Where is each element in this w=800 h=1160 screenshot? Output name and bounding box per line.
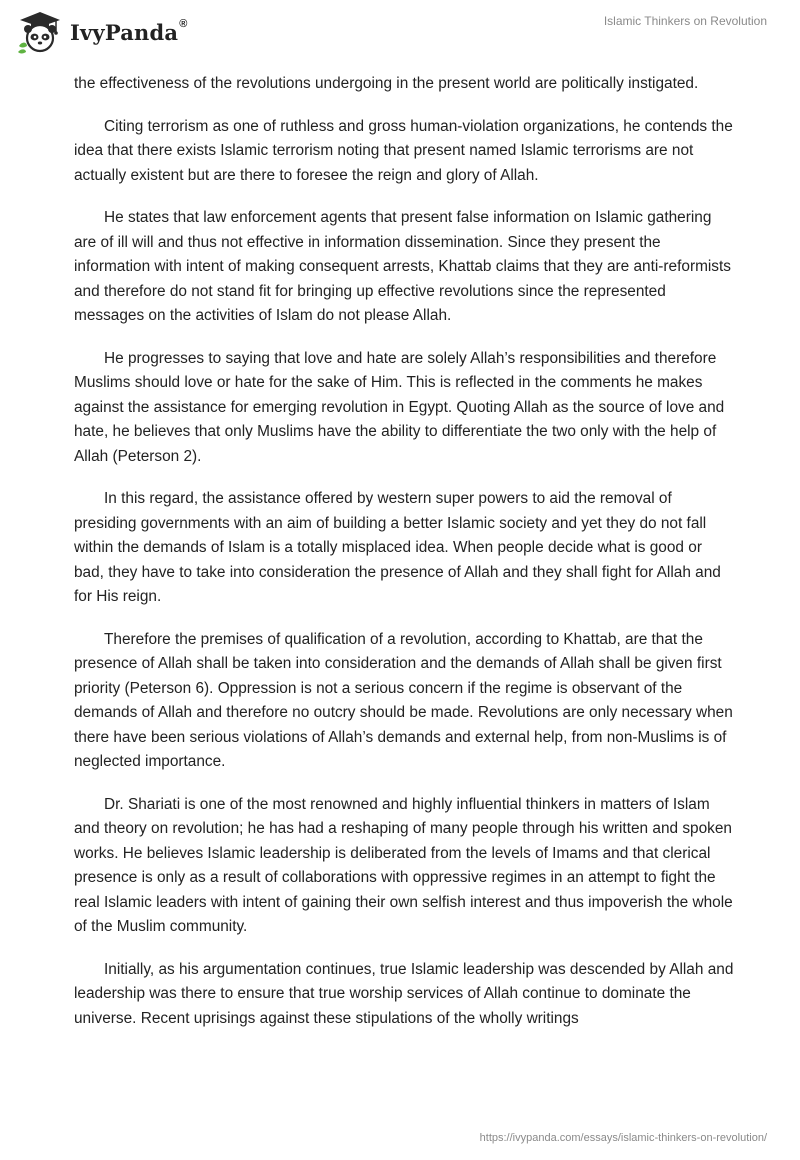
brand-name-text: IvyPanda bbox=[70, 19, 179, 45]
paragraph: Citing terrorism as one of ruthless and gross human-violation organizations, he contends the idea that there exists Islamic terrorism noting that present named Islamic terrorisms are not actually existent but are there to foresee the reign and glory of Allah. bbox=[74, 117, 733, 184]
brand-name bbox=[70, 17, 188, 45]
paragraph: He progresses to saying that love and hate are solely Allah’s responsibilities and therefore Muslims should love or hate for the sake of Him. This is reflected in the comments he makes against the assistance for emerging revolution in Egypt. Quoting Allah as the source of love and hate, he believes that only Muslims have the ability to differentiate the two only with the help of Allah (Peterson 2). bbox=[74, 349, 725, 465]
page-header bbox=[0, 0, 800, 72]
registered-mark: ® bbox=[179, 17, 188, 30]
paragraph: the effectiveness of the revolutions undergoing in the present world are politically instigated. bbox=[74, 75, 699, 92]
paragraph: Initially, as his argumentation continues, true Islamic leadership was descended by Allah and leadership was there to ensure that true worship services of Allah continue to dominate the universe. Recent uprisings against these stipulations of the wholly writings bbox=[74, 960, 734, 1027]
essay-body bbox=[74, 72, 734, 1049]
document-title: Islamic Thinkers on Revolution bbox=[603, 14, 767, 28]
source-url-link[interactable]: https://ivypanda.com/essays/islamic-thinkers-on-revolution/ bbox=[479, 1132, 767, 1144]
panda-graduate-icon bbox=[16, 10, 64, 54]
paragraph: Therefore the premises of qualification of a revolution, according to Khattab, are that the presence of Allah shall be taken into consideration and the demands of Allah shall be given first priority (Peterson 6). Oppression is not a serious concern if the regime is observant of the demands of Allah and therefore no outcry should be made. Revolutions are only necessary when there have been serious violations of Allah’s demands and external help, from non-Muslims is of neglected importance. bbox=[74, 630, 733, 770]
paragraph: In this regard, the assistance offered by western super powers to aid the removal of presiding governments with an aim of building a better Islamic society and yet they do not fall within the demands of Islam is a totally misplaced idea. When people decide what is good or bad, they have to take into consideration the presence of Allah and they shall fight for Allah and for His reign. bbox=[74, 490, 721, 605]
ivypanda-logo[interactable] bbox=[16, 10, 188, 54]
paragraph: He states that law enforcement agents that present false information on Islamic gathering are of ill will and thus not effective in information dissemination. Since they present the information with intent of making consequent arrests, Khattab claims that they are anti-reformists and therefore do not stand fit for bringing up effective revolutions since the represented messages on the activities of Islam do not please Allah. bbox=[74, 209, 731, 324]
paragraph: Dr. Shariati is one of the most renowned and highly influential thinkers in matters of Islam and theory on revolution; he has had a reshaping of many people through his written and spoken works. He believes Islamic leadership is deliberated from the levels of Imams and that clerical presence is only as a result of collaborations with oppressive regimes in an attempt to fight the real Islamic leaders with intent of gaining their own selfish interest and thus impoverish the whole of the Muslim community. bbox=[74, 795, 733, 935]
